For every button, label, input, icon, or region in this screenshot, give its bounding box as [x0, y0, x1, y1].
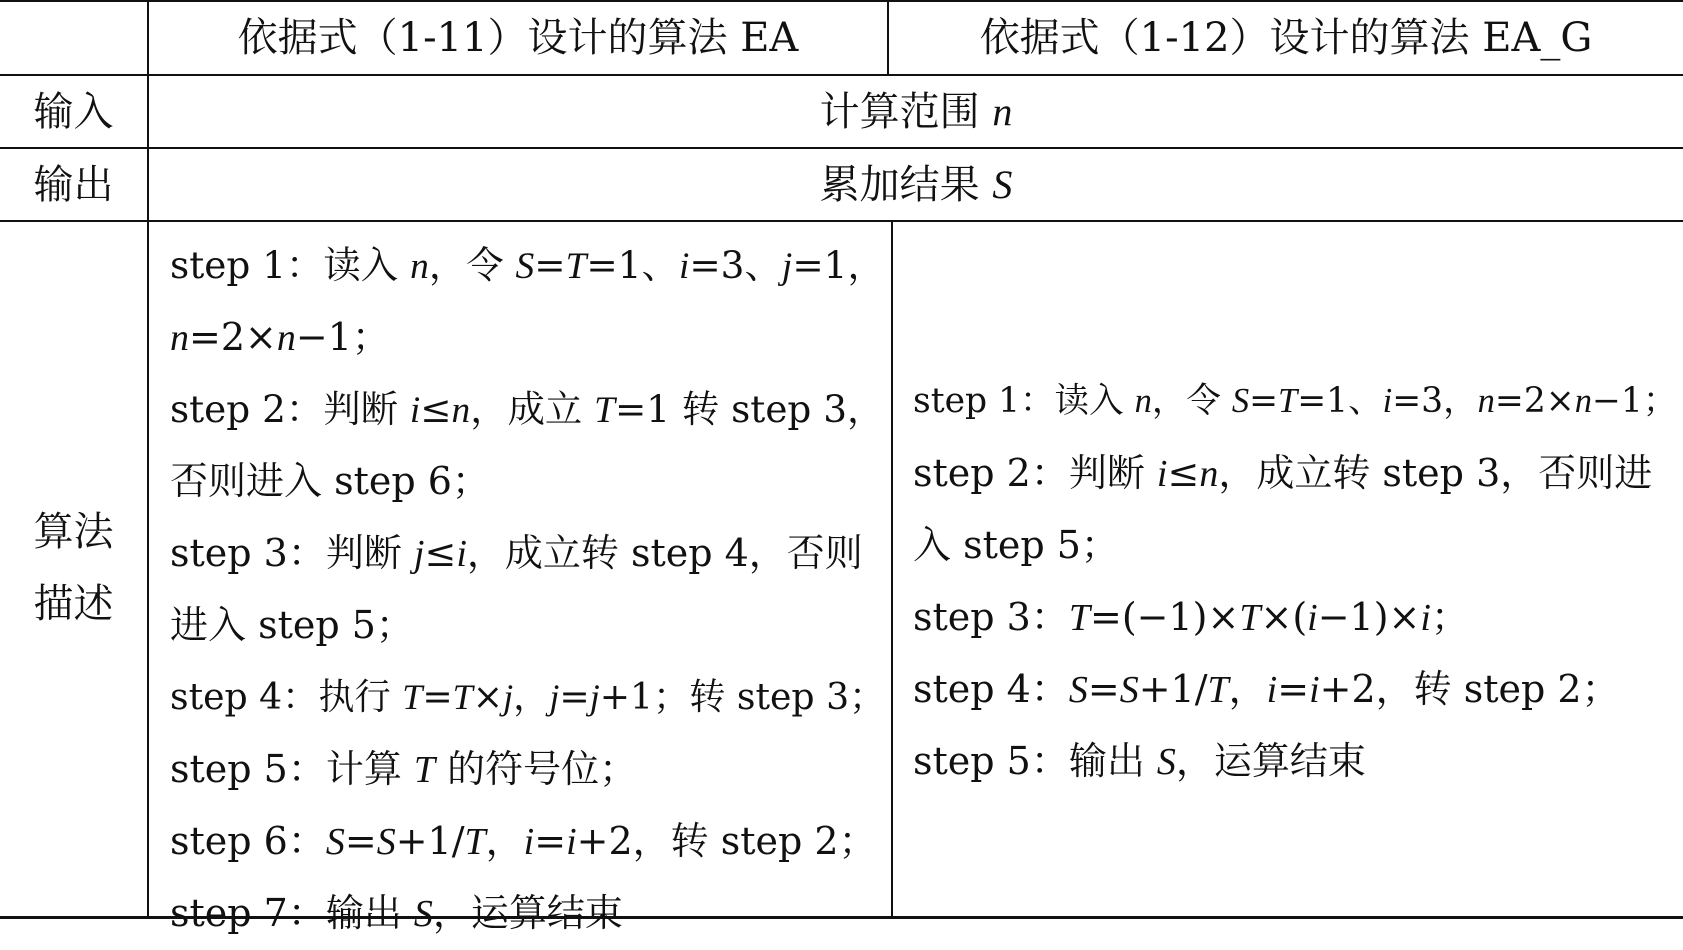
- step-line: step 2：判断 i≤n，成立转 step 3，否则进: [913, 451, 1653, 495]
- step-line: step 3：T=(−1)×T×(i−1)×i；: [913, 595, 1469, 639]
- step-line: step 7：输出 S，运算结束: [170, 891, 623, 935]
- input-value: [149, 76, 1683, 147]
- step-line: step 1：读入 n，令 S=T=1、i=3，n=2×n−1；: [913, 381, 1678, 421]
- input-value-text: 计算范围: [819, 88, 993, 135]
- algorithm-label-line-2: 描述: [33, 581, 114, 627]
- algorithm-column-divider: [891, 221, 893, 919]
- algorithm-label-line-1: 算法: [33, 509, 114, 555]
- output-label: 输出: [33, 161, 114, 208]
- header-ea: 依据式（1-11）设计的算法 EA: [237, 15, 799, 61]
- output-value-text: 累加结果: [819, 161, 993, 208]
- output-row-bottom-rule: [0, 220, 1683, 222]
- header-ea-g: 依据式（1-12）设计的算法 EA_G: [979, 15, 1593, 61]
- ea-g-step-list: [913, 365, 1678, 797]
- output-value-variable: S: [992, 161, 1013, 207]
- step-line: n=2×n−1；: [170, 315, 390, 359]
- step-line: 入 step 5；: [913, 523, 1119, 567]
- step-line: step 1：读入 n，令 S=T=1、i=3、j=1，: [170, 243, 885, 287]
- output-value: [149, 149, 1683, 220]
- step-line: step 4：S=S+1/T，i=i+2，转 step 2；: [913, 667, 1620, 711]
- input-label: 输入: [33, 88, 114, 135]
- input-value-variable: n: [992, 88, 1013, 134]
- step-line: step 2：判断 i≤n，成立 T=1 转 step 3，: [170, 387, 885, 431]
- step-line: 进入 step 5；: [170, 603, 414, 647]
- step-line: step 6：S=S+1/T，i=i+2，转 step 2；: [170, 819, 877, 863]
- ea-step-list: [170, 229, 885, 949]
- step-line: step 5：计算 T 的符号位；: [170, 747, 638, 791]
- algorithm-label: [0, 496, 147, 640]
- step-line: 否则进入 step 6；: [170, 459, 490, 503]
- step-line: step 3：判断 j≤i，成立转 step 4，否则: [170, 531, 863, 575]
- step-line: step 5：输出 S，运算结束: [913, 739, 1366, 783]
- step-line: step 4：执行 T=T×j，j=j+1；转 step 3；: [170, 675, 886, 718]
